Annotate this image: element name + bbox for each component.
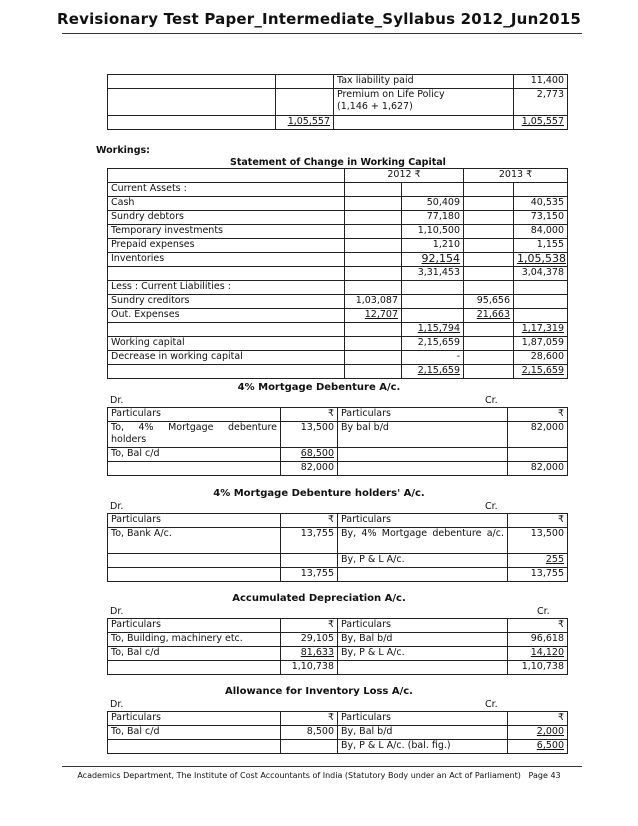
rupee-header: ₹ <box>281 514 338 528</box>
ledger-particular: To, Bal c/d <box>108 647 281 661</box>
asset-2012: 50,409 <box>402 197 464 211</box>
asset-name: Cash <box>108 197 345 211</box>
cr-label: Cr. <box>537 606 550 617</box>
ledger-total: 13,755 <box>508 568 568 582</box>
particulars-header: Particulars <box>108 712 281 726</box>
asset-2012: 1,10,500 <box>402 225 464 239</box>
ledger-amount: 2,000 <box>508 726 568 740</box>
decrease-2013: 28,600 <box>514 351 568 365</box>
asset-2012: 77,180 <box>402 211 464 225</box>
cr-label: Cr. <box>485 501 498 512</box>
ledger-amount: 13,500 <box>281 422 338 448</box>
page-header: Revisionary Test Paper_Intermediate_Syllabus 2012_Jun2015 <box>56 10 581 28</box>
year-2013-header: 2013 ₹ <box>464 169 568 183</box>
ledger-total: 1,10,738 <box>281 661 338 675</box>
mortgage-debenture-title: 4% Mortgage Debenture A/c. <box>237 382 401 393</box>
ledger-amount: 68,500 <box>281 448 338 462</box>
working-capital-label: Working capital <box>108 337 345 351</box>
ledger-particular: By, Bal b/d <box>338 726 508 740</box>
footer-divider <box>62 766 582 767</box>
ledger-particular: To, Bal c/d <box>108 726 281 740</box>
ledger-particular: By, 4% Mortgage debenture a/c. <box>338 528 508 554</box>
asset-2013: 40,535 <box>514 197 568 211</box>
ledger-particular: By bal b/d <box>338 422 508 448</box>
asset-2012: 92,154 <box>402 253 464 267</box>
particulars-header: Particulars <box>338 514 508 528</box>
debenture-holders-title: 4% Mortgage Debenture holders' A/c. <box>213 488 425 499</box>
asset-2013: 84,000 <box>514 225 568 239</box>
final-total-2012: 2,15,659 <box>402 365 464 379</box>
liability-name: Sundry creditors <box>108 295 345 309</box>
asset-2013: 73,150 <box>514 211 568 225</box>
decrease-label: Decrease in working capital <box>108 351 345 365</box>
top-ledger-table <box>107 74 568 130</box>
liabilities-total-2012: 1,15,794 <box>402 323 464 337</box>
workings-heading: Workings: <box>96 145 150 156</box>
ledger-amount: 13,755 <box>281 528 338 554</box>
dr-label: Dr. <box>110 395 124 406</box>
ledger-total: 13,755 <box>281 568 338 582</box>
ledger-amount: 13,500 <box>508 528 568 554</box>
mortgage-debenture-ledger <box>107 407 568 476</box>
liabilities-total-2013: 1,17,319 <box>514 323 568 337</box>
ledger-amount: 8,500 <box>281 726 338 740</box>
ledger-total: 82,000 <box>281 462 338 476</box>
dr-label: Dr. <box>110 501 124 512</box>
particular-cell: Tax liability paid <box>334 75 514 89</box>
ledger-particular: To, Bank A/c. <box>108 528 281 554</box>
liability-2012: 12,707 <box>345 309 402 323</box>
rupee-header: ₹ <box>281 619 338 633</box>
dr-label: Dr. <box>110 699 124 710</box>
ledger-particular: By, Bal b/d <box>338 633 508 647</box>
rupee-header: ₹ <box>281 712 338 726</box>
asset-name: Sundry debtors <box>108 211 345 225</box>
cr-label: Cr. <box>485 699 498 710</box>
working-capital-2012: 2,15,659 <box>402 337 464 351</box>
amount-cell: 2,773 <box>514 89 568 116</box>
particulars-header: Particulars <box>338 712 508 726</box>
rupee-header: ₹ <box>508 619 568 633</box>
ledger-particular: To, Building, machinery etc. <box>108 633 281 647</box>
rupee-header: ₹ <box>508 514 568 528</box>
asset-2012: 1,210 <box>402 239 464 253</box>
footer-text: Academics Department, The Institute of Cost Accountants of India (Statutory Body under an Act of Parliament) <box>77 771 521 780</box>
page-number: Page 43 <box>528 771 561 780</box>
inventory-loss-ledger <box>107 711 568 754</box>
page-footer <box>0 771 638 780</box>
rupee-header: ₹ <box>281 408 338 422</box>
accumulated-depreciation-title: Accumulated Depreciation A/c. <box>232 593 406 604</box>
working-capital-table <box>107 168 568 379</box>
asset-2013: 1,155 <box>514 239 568 253</box>
total-cell: 1,05,557 <box>514 116 568 130</box>
ledger-amount: 96,618 <box>508 633 568 647</box>
particulars-header: Particulars <box>108 514 281 528</box>
asset-2013: 1,05,538 <box>514 253 568 267</box>
particulars-header: Particulars <box>338 408 508 422</box>
particular-cell: Premium on Life Policy (1,146 + 1,627) <box>334 89 514 116</box>
accumulated-depreciation-ledger <box>107 618 568 675</box>
ledger-amount: 6,500 <box>508 740 568 754</box>
asset-name: Inventories <box>108 253 345 267</box>
final-total-2013: 2,15,659 <box>514 365 568 379</box>
ledger-amount: 29,105 <box>281 633 338 647</box>
ledger-total: 1,10,738 <box>508 661 568 675</box>
liability-name: Out. Expenses <box>108 309 345 323</box>
particulars-header: Particulars <box>108 619 281 633</box>
ledger-particular: By, P & L A/c. <box>338 647 508 661</box>
assets-total-2013: 3,04,378 <box>514 267 568 281</box>
inventory-loss-title: Allowance for Inventory Loss A/c. <box>225 686 413 697</box>
total-cell: 1,05,557 <box>276 116 334 130</box>
ledger-amount: 81,633 <box>281 647 338 661</box>
ledger-amount: 82,000 <box>508 422 568 448</box>
liability-2013: 95,656 <box>464 295 514 309</box>
ledger-particular: To, 4% Mortgage debenture holders <box>108 422 281 448</box>
ledger-particular: By, P & L A/c. <box>338 554 508 568</box>
cr-label: Cr. <box>485 395 498 406</box>
working-capital-2013: 1,87,059 <box>514 337 568 351</box>
current-assets-label: Current Assets : <box>108 183 345 197</box>
rupee-header: ₹ <box>508 408 568 422</box>
ledger-total: 82,000 <box>508 462 568 476</box>
particulars-header: Particulars <box>108 408 281 422</box>
amount-cell: 11,400 <box>514 75 568 89</box>
liability-2013: 21,663 <box>464 309 514 323</box>
working-capital-title: Statement of Change in Working Capital <box>230 157 446 168</box>
debenture-holders-ledger <box>107 513 568 582</box>
particulars-header: Particulars <box>338 619 508 633</box>
rupee-header: ₹ <box>508 712 568 726</box>
ledger-amount: 14,120 <box>508 647 568 661</box>
asset-name: Temporary investments <box>108 225 345 239</box>
ledger-particular: By, P & L A/c. (bal. fig.) <box>338 740 508 754</box>
dr-label: Dr. <box>110 606 124 617</box>
ledger-amount: 255 <box>508 554 568 568</box>
ledger-particular: To, Bal c/d <box>108 448 281 462</box>
header-divider <box>62 33 582 34</box>
year-2012-header: 2012 ₹ <box>345 169 464 183</box>
assets-total-2012: 3,31,453 <box>402 267 464 281</box>
current-liabilities-label: Less : Current Liabilities : <box>108 281 345 295</box>
liability-2012: 1,03,087 <box>345 295 402 309</box>
decrease-2012: - <box>402 351 464 365</box>
asset-name: Prepaid expenses <box>108 239 345 253</box>
